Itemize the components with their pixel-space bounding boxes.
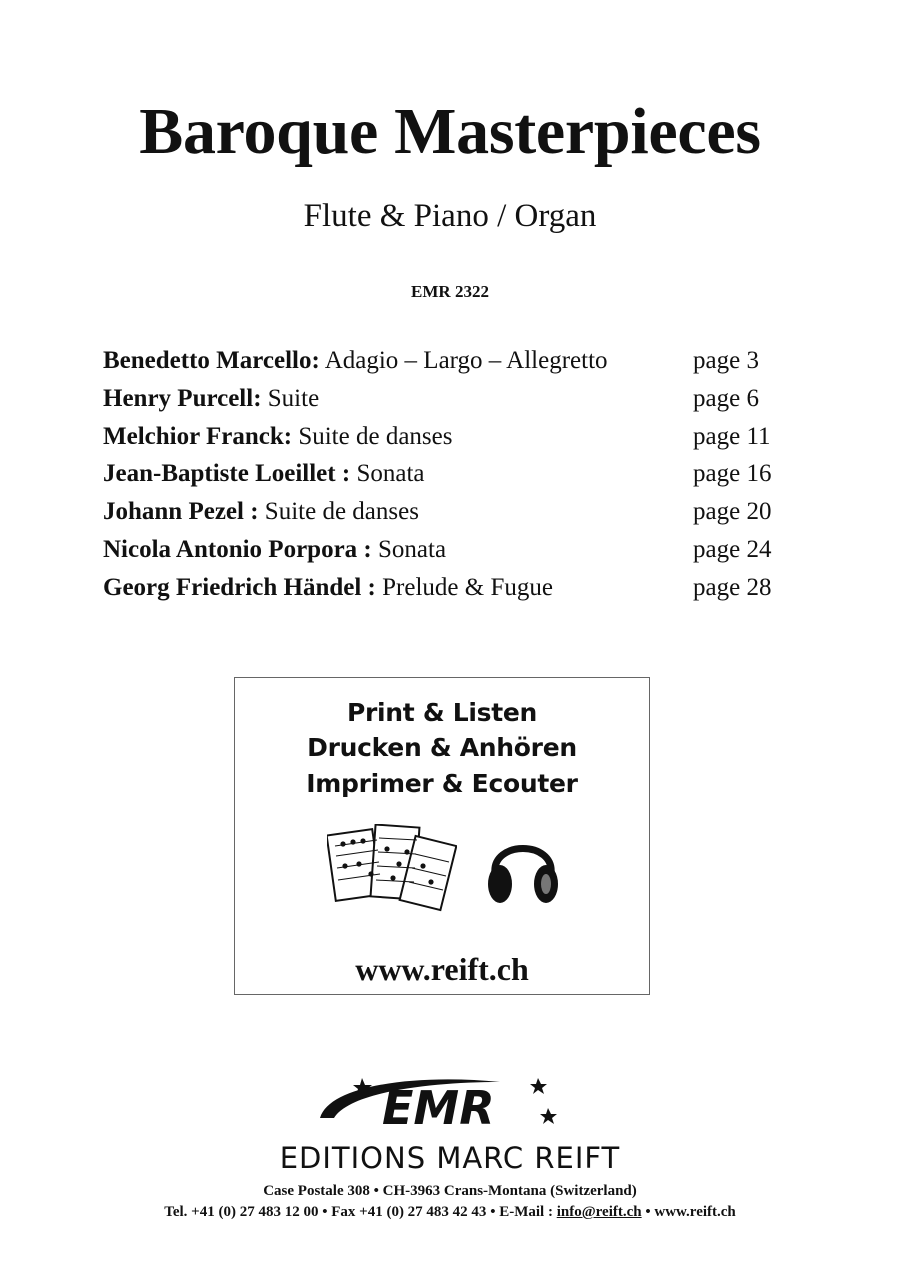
toc-page: page 28 xyxy=(693,573,772,601)
promo-website[interactable]: www.reift.ch xyxy=(355,951,529,987)
fax-number: Fax +41 (0) 27 483 42 43 xyxy=(331,1204,487,1220)
toc-entry xyxy=(103,569,803,607)
publisher-address: Case Postale 308 • CH-3963 Crans-Montana (Switzerland) xyxy=(263,1183,637,1199)
toc-composer: Georg Friedrich Händel : xyxy=(103,573,376,601)
toc-work: Prelude & Fugue xyxy=(375,573,553,601)
phone-number: Tel. +41 (0) 27 483 12 00 xyxy=(164,1204,319,1220)
separator: • xyxy=(318,1204,332,1220)
headphones-icon xyxy=(485,828,561,908)
print-listen-box xyxy=(234,677,650,995)
toc-work: Suite de danses xyxy=(258,498,419,526)
separator: • xyxy=(641,1204,655,1220)
promo-line-french: Imprimer & Ecouter xyxy=(306,769,578,798)
cover-title: Baroque Masterpieces xyxy=(139,95,761,168)
email-label: E-Mail : xyxy=(499,1204,557,1220)
toc-composer: Melchior Franck: xyxy=(103,422,293,450)
toc-composer: Jean-Baptiste Loeillet : xyxy=(103,460,351,488)
toc-entry xyxy=(103,455,803,493)
toc-work: Sonata xyxy=(350,460,425,488)
toc-entry xyxy=(103,493,803,531)
toc-page: page 20 xyxy=(693,498,772,526)
promo-line-german: Drucken & Anhören xyxy=(307,733,577,762)
sheet-music-icon xyxy=(327,824,457,916)
toc-page: page 16 xyxy=(693,460,772,488)
toc-composer: Johann Pezel : xyxy=(103,498,259,526)
toc-page: page 24 xyxy=(693,535,772,563)
toc-entry xyxy=(103,531,803,569)
toc-page: page 3 xyxy=(693,347,759,374)
toc-composer: Benedetto Marcello: xyxy=(103,347,320,374)
toc-work: Suite de danses xyxy=(292,422,453,450)
logo-letters: EMR xyxy=(382,1081,495,1135)
toc-composer: Nicola Antonio Porpora : xyxy=(103,535,372,563)
emr-logo xyxy=(300,1074,600,1136)
catalog-number: EMR 2322 xyxy=(411,282,489,301)
toc-entry xyxy=(103,418,803,456)
contact-line xyxy=(0,1201,900,1223)
publisher-name: EDITIONS MARC REIFT xyxy=(279,1141,621,1175)
toc-composer: Henry Purcell: xyxy=(103,384,262,412)
website-link[interactable]: www.reift.ch xyxy=(654,1204,736,1220)
toc-entry xyxy=(103,342,803,380)
toc-entry xyxy=(103,380,803,418)
promo-line-english: Print & Listen xyxy=(346,698,538,727)
toc-work: Adagio – Largo – Allegretto xyxy=(319,347,608,374)
separator: • xyxy=(486,1204,500,1220)
email-link[interactable]: info@reift.ch xyxy=(556,1204,642,1220)
toc-page: page 11 xyxy=(693,422,771,450)
toc-work: Sonata xyxy=(371,535,447,563)
toc-work: Suite xyxy=(261,384,320,412)
cover-subtitle: Flute & Piano / Organ xyxy=(303,198,597,234)
toc-page: page 6 xyxy=(693,384,759,412)
table-of-contents xyxy=(103,342,803,607)
